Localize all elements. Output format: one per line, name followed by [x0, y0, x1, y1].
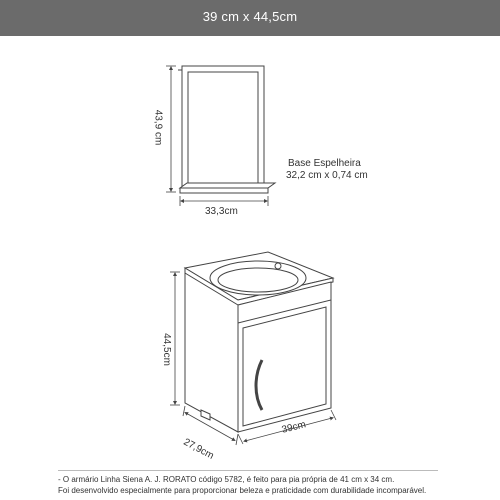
- cabinet-width-label: 39cm: [280, 419, 308, 436]
- mirror-base-shelf-top: [180, 183, 275, 188]
- base-shelf-dimensions: 32,2 cm x 0,74 cm: [286, 170, 368, 181]
- mirror-frame-outer: [182, 66, 264, 188]
- mirror-height-label: 43,9 cm: [152, 109, 164, 146]
- base-shelf-title: Base Espelheira: [288, 158, 361, 169]
- mirror-height-dimension: [166, 66, 176, 192]
- cabinet-height-label: 44,5cm: [160, 333, 172, 366]
- footer-line-1: - O armário Linha Siena A. J. RORATO código 5782, é feito para pia própria de 41 cm x 34 cm.: [58, 475, 395, 484]
- mirror-width-dimension: [180, 196, 268, 206]
- faucet-hole: [275, 263, 281, 269]
- dimensions-title: 39 cm x 44,5cm: [202, 9, 298, 24]
- footer-line-2: Foi desenvolvido especialmente para proporcionar beleza e praticidade com durabilidade incomparável.: [58, 486, 427, 495]
- footer-notes: [58, 474, 426, 496]
- mirror-glass: [188, 72, 258, 184]
- mirror-drawing: [178, 66, 275, 193]
- sink-basin: [210, 261, 306, 295]
- mirror-base-shelf-front: [180, 188, 268, 193]
- cabinet-drawing: [185, 252, 333, 432]
- footer-divider: [58, 470, 438, 471]
- mirror-width-label: 33,3cm: [205, 206, 238, 217]
- cabinet-depth-label: 27,9cm: [181, 436, 216, 462]
